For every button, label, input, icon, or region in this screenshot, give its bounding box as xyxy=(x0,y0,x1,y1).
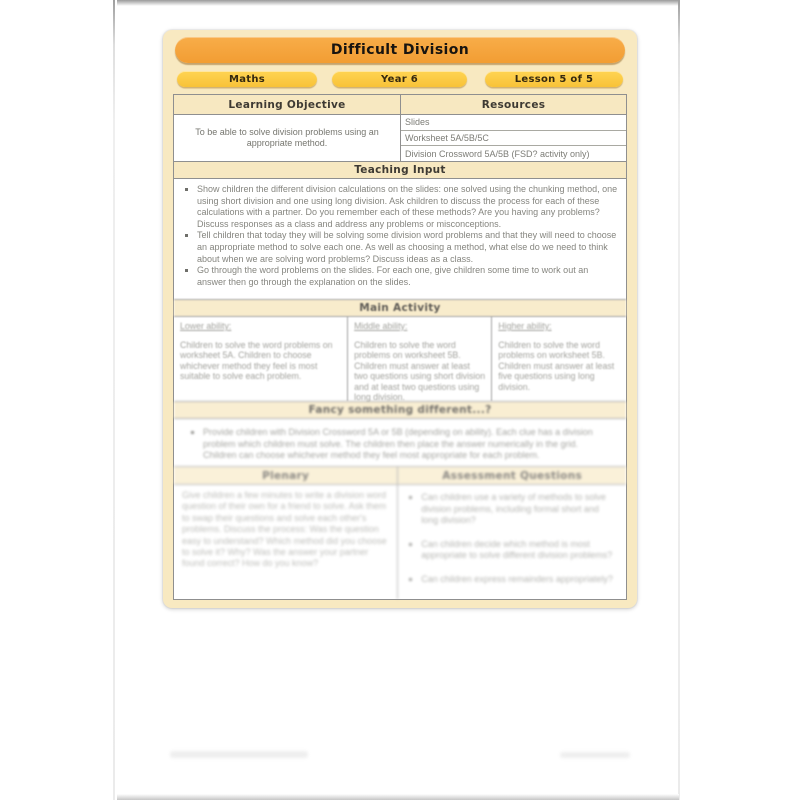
assessment-bullet-text: Can children express remainders appropriately? xyxy=(421,573,613,584)
higher-ability-heading: Higher ability: xyxy=(498,321,552,331)
bullet-icon xyxy=(185,269,188,272)
table-row xyxy=(174,484,626,599)
bullet-icon xyxy=(409,543,412,546)
footer-text-right xyxy=(560,752,630,758)
lesson-plan-card xyxy=(163,30,637,608)
subject-pill xyxy=(177,71,317,87)
plenary-header: Plenary xyxy=(174,467,397,484)
teaching-input-bullet-text: Go through the word problems on the slides. For each one, give children some time to work out an answer then go through the explanation on the slides. xyxy=(197,265,589,287)
assessment-bullet-text: Can children decide which method is most appropriate to solve different division problems? xyxy=(421,538,613,561)
assessment-bullet xyxy=(404,539,616,562)
lower-ability-text: Children to solve the word problems on worksheet 5A. Children to choose whichever method they feel is most suitable to solve each problem. xyxy=(180,339,333,381)
teaching-input-bullet xyxy=(180,230,618,265)
assessment-bullet-text: Can children use a variety of methods to solve division problems, including formal short and long division? xyxy=(421,492,606,526)
lesson-title: Difficult Division xyxy=(330,42,470,58)
plenary-text: Give children a few minutes to write a division word question of their own for a friend to solve. Ask them to swap their questions and solve each other's problems. Discuss the process: Was the question easy to understand? Which method did you choose to solve it? Why? Was the answer your partner found correct? How do you know? xyxy=(182,490,387,569)
resource-item: Worksheet 5A/5B/5C xyxy=(401,130,626,146)
assessment-bullet xyxy=(404,492,616,527)
lesson-number-pill xyxy=(485,71,623,87)
table-row xyxy=(174,418,626,466)
main-activity-header: Main Activity xyxy=(174,300,626,316)
footer-text-left xyxy=(170,751,308,758)
teaching-input-bullet xyxy=(180,265,618,288)
bullet-icon xyxy=(191,431,194,434)
assessment-questions-list xyxy=(397,485,626,599)
teaching-input-bullet-text: Show children the different division calculations on the slides: one solved using the chunking method, one using short division and one using long division. Ask children to discuss the process for each of these calculations with a partner. Do you remember each of these methods? Are you having any problems? Discuss responses as a class and address any problems or misconceptions. xyxy=(197,184,618,229)
table-row xyxy=(174,401,626,418)
lesson-plan-table xyxy=(173,94,627,600)
lesson-title-pill xyxy=(175,37,625,63)
lesson-number-label: Lesson 5 of 5 xyxy=(514,73,594,85)
ability-column-middle xyxy=(347,317,491,401)
table-row xyxy=(174,466,626,484)
table-row xyxy=(174,178,626,299)
lower-ability-heading: Lower ability: xyxy=(180,321,232,331)
resources-header: Resources xyxy=(400,95,626,114)
section-main-activity xyxy=(174,299,626,401)
assessment-questions-header: Assessment Questions xyxy=(397,467,626,484)
section-objective-teaching xyxy=(174,95,626,299)
table-row xyxy=(174,114,626,161)
bullet-icon xyxy=(185,188,188,191)
bullet-icon xyxy=(409,496,412,499)
resource-item: Division Crossword 5A/5B (FSD? activity only) xyxy=(401,145,626,161)
ability-column-higher xyxy=(491,317,626,401)
teaching-input-bullet-text: Tell children that today they will be solving some division word problems and that they will need to choose an appropriate method to solve each one. As well as choosing a method, what else do we need to think about when we are solving word problems? Discuss ideas as a class. xyxy=(197,230,617,264)
year-group-pill xyxy=(332,71,467,87)
table-row xyxy=(174,316,626,401)
ability-column-lower xyxy=(174,317,347,401)
assessment-bullet xyxy=(404,574,616,586)
section-fancy-something-different xyxy=(174,401,626,466)
resources-list xyxy=(400,115,626,161)
subject-label: Maths xyxy=(228,73,266,85)
bullet-icon xyxy=(409,578,412,581)
table-row xyxy=(174,95,626,114)
page-left-edge xyxy=(113,0,115,800)
fancy-something-different-header: Fancy something different...? xyxy=(174,402,626,418)
table-row xyxy=(174,161,626,178)
page-right-edge xyxy=(678,0,680,800)
section-plenary-assessment xyxy=(174,466,626,599)
page-top-shadow xyxy=(117,0,679,6)
fancy-bullet xyxy=(186,427,612,462)
page-bottom-shadow xyxy=(117,794,679,800)
learning-objective-text: To be able to solve division problems using an appropriate method. xyxy=(195,127,379,148)
middle-ability-heading: Middle ability: xyxy=(354,321,408,331)
higher-ability-text: Children to solve the word problems on worksheet 5B. Children must answer at least five questions using long division. xyxy=(498,339,615,392)
bullet-icon xyxy=(185,234,188,237)
year-group-label: Year 6 xyxy=(380,73,419,85)
learning-objective-header: Learning Objective xyxy=(174,95,400,114)
teaching-input-header: Teaching Input xyxy=(174,162,626,178)
fancy-something-different-body xyxy=(174,419,626,466)
teaching-input-body xyxy=(174,179,626,299)
teaching-input-bullet xyxy=(180,184,618,230)
table-row xyxy=(174,299,626,316)
resource-item: Slides xyxy=(405,117,430,128)
middle-ability-text: Children to solve the word problems on worksheet 5B. Children must answer at least two questions using short division and at least two questions using long division. xyxy=(354,339,486,402)
fancy-bullet-text: Provide children with Division Crossword 5A or 5B (depending on ability). Each clue has a division problem which children must solve. The children then place the answer numerically in the grid. Children can choose whichever method they feel most appropriate for each problem. xyxy=(203,427,593,461)
